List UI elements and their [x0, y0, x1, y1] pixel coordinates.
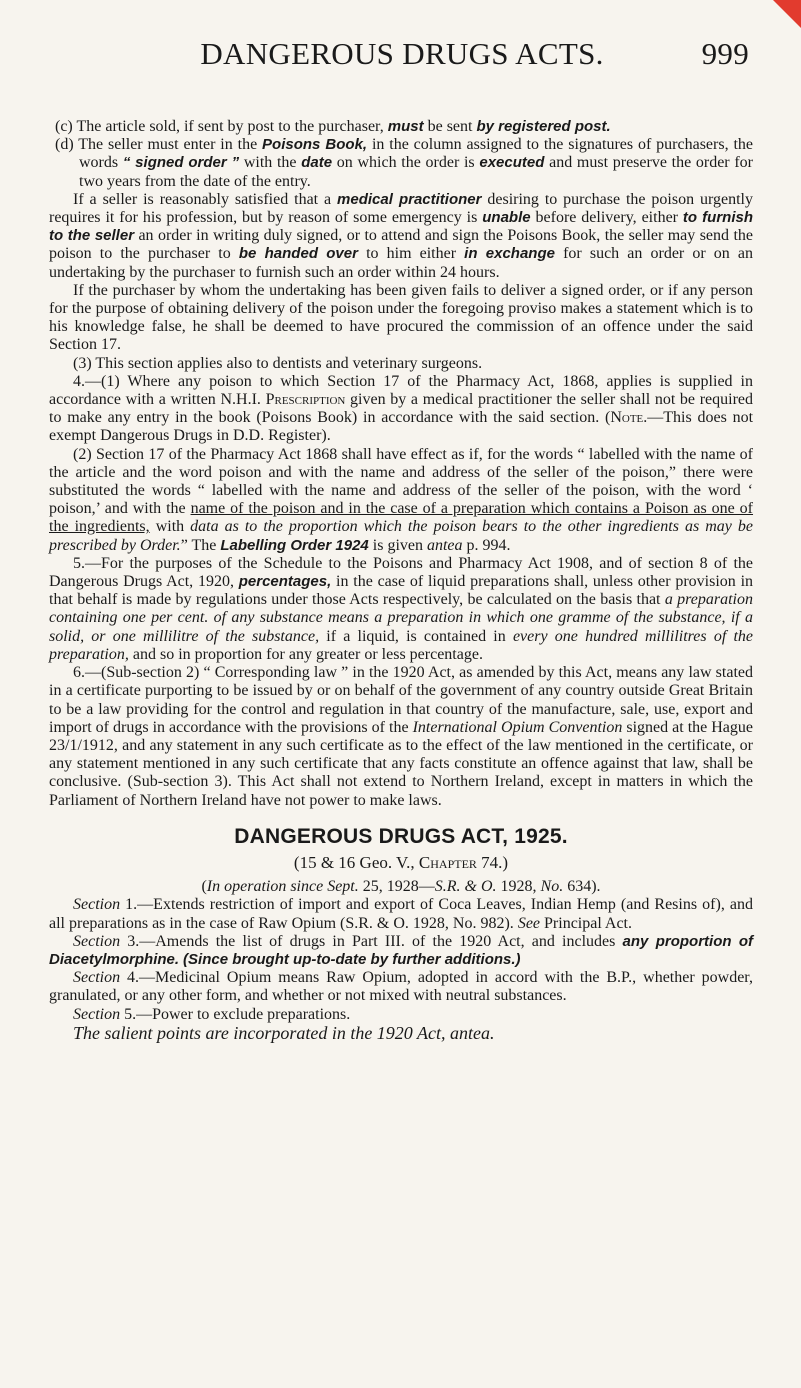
act-citation — [49, 854, 753, 872]
small-caps: Prescription — [265, 391, 346, 409]
emphasis: unable — [482, 209, 531, 227]
paragraph-undertaking: If the purchaser by whom the undertaking has been given fails to deliver a signed order, or if any person for the purpose of obtaining delivery of the poison under the foregoing proviso makes a statement which is to his knowledge false, he shall be deemed to have procured the commission of an offence under the said Section 17. — [49, 281, 753, 354]
text: ( — [201, 878, 207, 896]
text: desiring to purchase the poison urgently requires it for his profession, but by reason of some emergency is — [49, 190, 754, 227]
small-caps: Chapter — [418, 852, 477, 872]
section-label: Section — [73, 969, 121, 987]
text: 1928, — [496, 878, 541, 896]
section-label: Section — [73, 932, 121, 950]
paragraph-section-4-2 — [49, 446, 753, 555]
page-number: 999 — [701, 36, 749, 71]
section-label: Section — [73, 896, 121, 914]
text: with the — [239, 154, 302, 172]
emphasis: Labelling Order 1924 — [220, 536, 369, 554]
text: 5.—Power to exclude preparations. — [120, 1005, 351, 1023]
text: to him either — [357, 245, 465, 263]
paragraph-section-5 — [49, 555, 753, 664]
emphasis: medical practitioner — [337, 190, 482, 208]
italic-text: data as to the proportion which the poison bears to the other ingredients as may be prescribed by Order. — [49, 518, 753, 554]
emphasis: any proportion of Diacetylmorphine. — [49, 932, 754, 968]
italic-text: antea — [426, 536, 463, 554]
text: in the column assigned to the signatures of purchasers, the words — [79, 136, 753, 172]
emphasis: date — [301, 154, 333, 172]
emphasis: be handed over — [238, 245, 358, 263]
closing-note: The salient points are incorporated in the 1920 Act, antea. — [73, 1022, 495, 1043]
paragraph-dentists: (3) This section applies also to dentists and veterinary surgeons. — [73, 354, 483, 372]
text: (c) The article sold, if sent by post to the purchaser, — [55, 118, 388, 135]
paragraph-medical-practitioner — [49, 191, 753, 282]
text: with — [149, 518, 191, 536]
section-5-summary — [49, 1006, 753, 1024]
paragraph-section-4-1 — [49, 373, 753, 446]
emphasis: in exchange — [464, 245, 555, 263]
text: an order in writing duly signed, or to attend and sign the Poisons Book, the seller may send the poison to the purchaser to — [49, 227, 753, 263]
text: (15 & 16 Geo. V., — [293, 852, 419, 872]
page-corner-mark — [773, 0, 801, 28]
text: and so in proportion for any greater or less percentage. — [128, 645, 483, 663]
text: for such an order or on an undertaking by the purchaser to furnish such an order within 24 hours. — [49, 245, 754, 281]
text: and must preserve the order for two years from the date of the entry. — [79, 154, 753, 190]
paragraph-c — [49, 118, 753, 136]
italic-text: In operation since Sept. — [206, 878, 359, 896]
text: if a liquid, is contained in — [319, 627, 513, 645]
section-1-summary — [49, 896, 753, 932]
text: p. 994. — [462, 536, 511, 554]
italic-text: a preparation containing one per cent. of any substance means a preparation in which one gramme of the substance, if a solid, or one millilitre of the substance, — [49, 591, 753, 645]
text: (d) The seller must enter in the — [55, 136, 263, 154]
text: ” The — [180, 536, 221, 554]
running-header — [55, 36, 749, 76]
emphasis: percentages, — [238, 573, 332, 591]
act-operation-note — [49, 878, 753, 896]
text: given by a medical practitioner the seller shall not be required to make any entry in the book (Poisons Book) in accordance with the said section. ( — [49, 391, 753, 427]
italic-text: No. — [540, 878, 564, 896]
text: 4.—Medicinal Opium means Raw Opium, adopted in accord with the B.P., whether powder, granulated, or any other form, and whether or not mixed with neutral substances. — [49, 969, 753, 1005]
text: 1.—Extends restriction of import and export of Coca Leaves, Indian Hemp (and Resins of), and all preparations as in the case of Raw Opium (S.R. & O. 1928, No. 982). — [49, 896, 753, 932]
italic-text: See — [517, 914, 541, 932]
emphasis: Poisons Book, — [262, 136, 368, 154]
text: 25, 1928— — [358, 878, 435, 896]
emphasis: to furnish to the seller — [49, 209, 753, 245]
text: 4.—(1) Where any poison to which Section 17 of the Pharmacy Act, 1868, applies is supplied in accordance with a written N.H.I. — [49, 372, 753, 409]
emphasis: executed — [479, 154, 545, 172]
text: If a seller is reasonably satisfied that a — [73, 190, 338, 208]
italic-text: International Opium Convention — [412, 718, 623, 736]
text: be sent — [423, 118, 477, 135]
section-3-summary — [49, 933, 753, 969]
small-caps: Note — [610, 409, 644, 427]
section-label: Section — [73, 1005, 121, 1023]
text: (2) Section 17 of the Pharmacy Act 1868 shall have effect as if, for the words “ labelled with the name of the article and the word poison and with the name and address of the seller of the poison,” there were substituted the words “ labelled with the name and address of the seller of the poison, with the word ‘ poison,’ and with the — [49, 445, 753, 518]
text: .—This does not exempt Dangerous Drugs in D.D. Register). — [49, 409, 754, 445]
text: on which the order is — [332, 154, 480, 172]
text: signed at the Hague 23/1/1912, and any statement in any such certificate as to the effect of the law mentioned in the certificate, or any statement mentioned in any such certificate that any facts constitute an offence against that law, shall be conclusive. (Sub-section 3). This Act shall not extend to Northern Ireland, except in matters in which the Parliament of Northern Ireland have not power to make laws. — [49, 718, 754, 809]
emphasis: (Since brought up-to-date by further additions.) — [183, 950, 521, 968]
italic-text: every one hundred millilitres of the preparation, — [49, 627, 753, 663]
italic-text: S.R. & O. — [434, 878, 497, 896]
running-title: DANGEROUS DRUGS ACTS. — [200, 36, 604, 71]
emphasis: must — [387, 118, 424, 135]
act-heading: DANGEROUS DRUGS ACT, 1925. — [234, 824, 568, 848]
emphasis: by registered post. — [476, 118, 611, 135]
section-4-summary — [49, 969, 753, 1005]
text: is given — [368, 536, 427, 554]
text: before delivery, either — [530, 209, 683, 227]
text: Principal Act. — [540, 914, 632, 932]
text: 3.—Amends the list of drugs in Part III. of the 1920 Act, and includes — [120, 932, 623, 950]
text: 74.) — [476, 852, 509, 872]
paragraph-d — [49, 136, 753, 191]
text: 6.—(Sub-section 2) “ Corresponding law ” in the 1920 Act, as amended by this Act, means any law stated in a certificate purporting to be issued by or on behalf of the government of any country outside Great Britain to be a law providing for the control and regulation in that country of the manufacture, sale, use, export and import of drugs in accordance with the provisions of the — [49, 664, 753, 736]
text: in the case of liquid preparations shall, unless other provision in that behalf is made by regulations under those Acts respectively, be calculated on the basis that — [49, 573, 754, 609]
text: 634). — [563, 878, 601, 896]
text: 5.—For the purposes of the Schedule to the Poisons and Pharmacy Act 1908, and of section 8 of the Dangerous Drugs Act, 1920, — [49, 554, 753, 591]
page-body — [49, 118, 753, 1042]
emphasis: “ signed order ” — [122, 154, 240, 172]
underlined-text: name of the poison and in the case of a preparation which contains a Poison as one of the ingredients, — [49, 500, 754, 536]
paragraph-section-6 — [49, 664, 753, 810]
